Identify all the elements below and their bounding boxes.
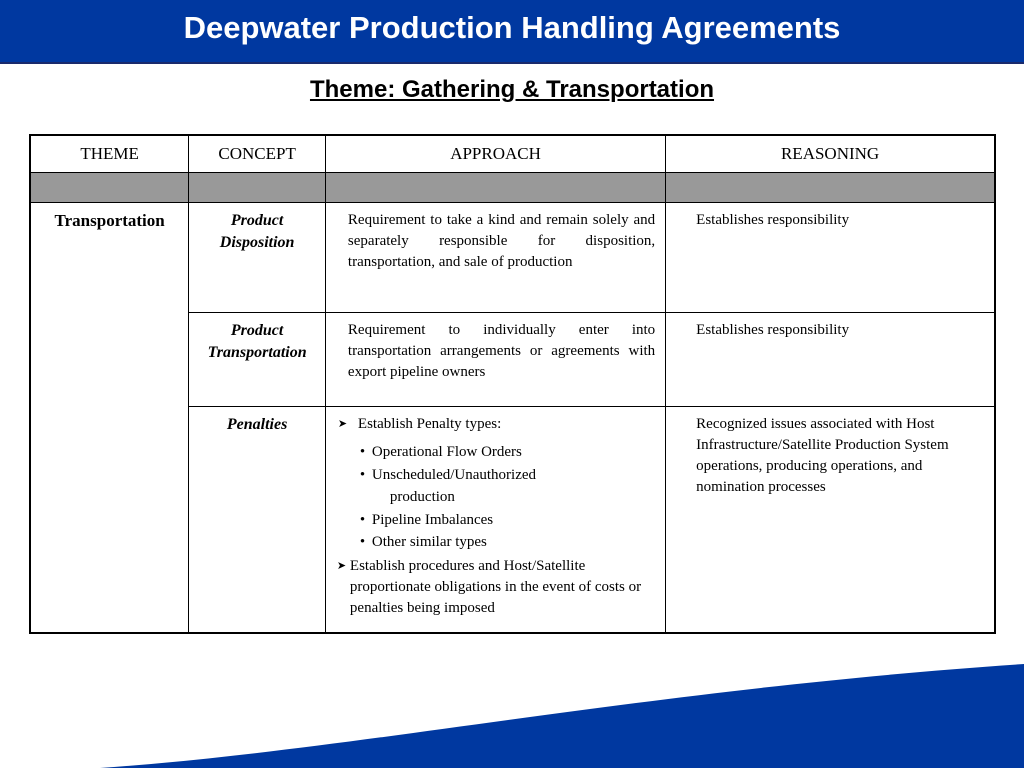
decorative-wave (0, 640, 1024, 768)
grey-cell (325, 173, 665, 203)
reasoning-cell: Establishes responsibility (666, 313, 995, 407)
dot-icon: • (359, 534, 366, 550)
arrow-right-icon: ➤ (336, 559, 347, 572)
list-item: • Operational Flow Orders (338, 441, 655, 464)
reasoning-cell: Recognized issues associated with Host Infrastructure/Satellite Production System operations, producing operations, and nomination processes (666, 407, 995, 634)
reasoning-cell: Establishes responsibility (666, 203, 995, 313)
grey-separator-row (30, 173, 995, 203)
table-row (30, 203, 995, 313)
approach-cell: Requirement to individually enter into transportation arrangements or agreements with export pipeline owners (325, 313, 665, 407)
header-theme: THEME (30, 135, 189, 173)
theme-cell: Transportation (30, 203, 189, 634)
dot-icon: • (359, 466, 366, 483)
approach-cell: Requirement to take a kind and remain solely and separately responsible for disposition, transportation, and sale of production (325, 203, 665, 313)
approach-intro-line (338, 414, 655, 435)
list-item: • Pipeline Imbalances (338, 509, 655, 532)
list-item: • Other similar types (338, 531, 655, 554)
arrow-right-icon: ➤ (337, 418, 348, 430)
title-bar (0, 0, 1024, 64)
concept-cell: Penalties (189, 407, 326, 634)
grey-cell (666, 173, 995, 203)
penalty-types-list (338, 441, 655, 554)
concept-cell: Product Disposition (189, 203, 326, 313)
concept-cell: Product Transportation (189, 313, 326, 407)
grey-cell (189, 173, 326, 203)
approach-procedures: Establish procedures and Host/Satellite proportionate obligations in the event of costs or penalties being imposed (349, 557, 642, 616)
header-reasoning: REASONING (666, 135, 995, 173)
list-item: production (389, 489, 455, 505)
header-row (30, 135, 995, 173)
page-title: Deepwater Production Handling Agreements (183, 10, 841, 45)
approach-intro: Establish Penalty types: (357, 416, 502, 432)
approach-procedures-line (338, 556, 655, 619)
dot-icon: • (359, 511, 366, 528)
header-concept: CONCEPT (189, 135, 326, 173)
header-approach: APPROACH (325, 135, 665, 173)
grey-cell (30, 173, 189, 203)
dot-icon: • (359, 444, 366, 460)
subtitle: Theme: Gathering & Transportation (309, 76, 715, 103)
approach-cell (325, 407, 665, 634)
list-item: • Unscheduled/Unauthorized (338, 464, 655, 487)
agreements-table (29, 134, 996, 634)
